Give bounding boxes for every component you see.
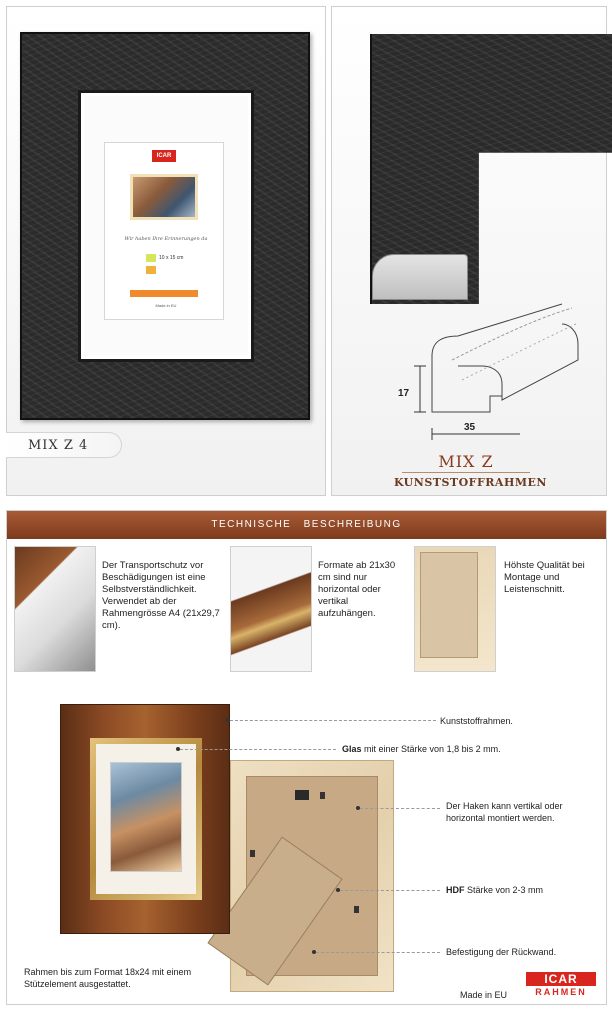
feature-transport-text: Der Transportschutz vor Beschädigungen ist eine Selbstverständlichkeit. Verwendet ab der Rahmengrösse A4 (21x29,7 cm).	[102, 560, 220, 631]
profile-drawing	[392, 300, 592, 440]
material-label: KUNSTSTOFFRAHMEN	[394, 476, 547, 489]
callout-leader	[340, 890, 440, 892]
hanging-hook	[295, 790, 309, 800]
callout-glass-bold: Glas	[342, 744, 362, 754]
feature-quality-text: Höhste Qualität bei Montage und Leistenschnitt.	[504, 560, 585, 595]
profile-outline	[432, 324, 578, 412]
profile-inner-line	[458, 366, 502, 400]
made-in-eu: Made in EU	[460, 990, 508, 1000]
frame-photo	[110, 762, 182, 872]
insert-card-swatch	[146, 266, 156, 274]
callout-hdf-text: Stärke von 2-3 mm	[467, 885, 544, 895]
height-dim-label: 17	[398, 388, 410, 399]
insert-card-bar	[130, 290, 198, 297]
callout-glass-text: mit einer Stärke von 1,8 bis 2 mm.	[364, 744, 501, 754]
insert-card-size: 10 x 15 cm	[159, 255, 184, 261]
callout-glass	[342, 743, 501, 755]
callout-frame: Kunststoffrahmen.	[440, 716, 513, 726]
profile-top-line	[432, 304, 562, 356]
icar-logo: ICAR	[526, 972, 596, 986]
callout-hdf-bold: HDF	[446, 885, 465, 895]
callout-leader	[230, 720, 436, 722]
insert-card-made: Made in EU	[155, 303, 177, 308]
insert-card-photo	[130, 174, 198, 220]
transport-protection-image	[14, 546, 96, 672]
callout-leader	[180, 749, 336, 751]
profile-cross-section	[372, 254, 468, 300]
profile-texture-line	[452, 308, 572, 360]
insert-card-swatch	[146, 254, 156, 262]
backside-board	[420, 552, 478, 658]
width-dim-label: 35	[464, 422, 476, 433]
back-clip	[320, 792, 325, 799]
callout-hdf	[446, 884, 543, 896]
back-clip	[354, 906, 359, 913]
profile-texture-line	[462, 324, 576, 380]
product-label: MIX Z 4	[28, 438, 89, 453]
feature-formats-text: Formate ab 21x30 cm sind nur horizontal oder vertikal aufzuhängen.	[318, 560, 396, 619]
icar-logo-subtitle: RAHMEN	[535, 987, 587, 997]
callout-back: Befestigung der Rückwand.	[446, 947, 557, 957]
insert-card-script: Wir haben Ihre Erinnerungen da	[124, 236, 208, 242]
back-clip	[250, 850, 255, 857]
callout-leader	[316, 952, 440, 954]
callout-hook: Der Haken kann vertikal oder horizontal montiert werden.	[446, 801, 563, 823]
callout-leader	[360, 808, 440, 810]
series-divider	[402, 472, 530, 473]
footnote: Rahmen bis zum Format 18x24 mit einem Stützelement ausgestattet.	[24, 967, 192, 989]
insert-card-logo: ICAR	[152, 150, 176, 162]
section-title: TECHNISCHE BESCHREIBUNG	[211, 519, 402, 530]
corner-profile-image	[230, 546, 312, 672]
series-name: MIX Z	[438, 452, 494, 471]
